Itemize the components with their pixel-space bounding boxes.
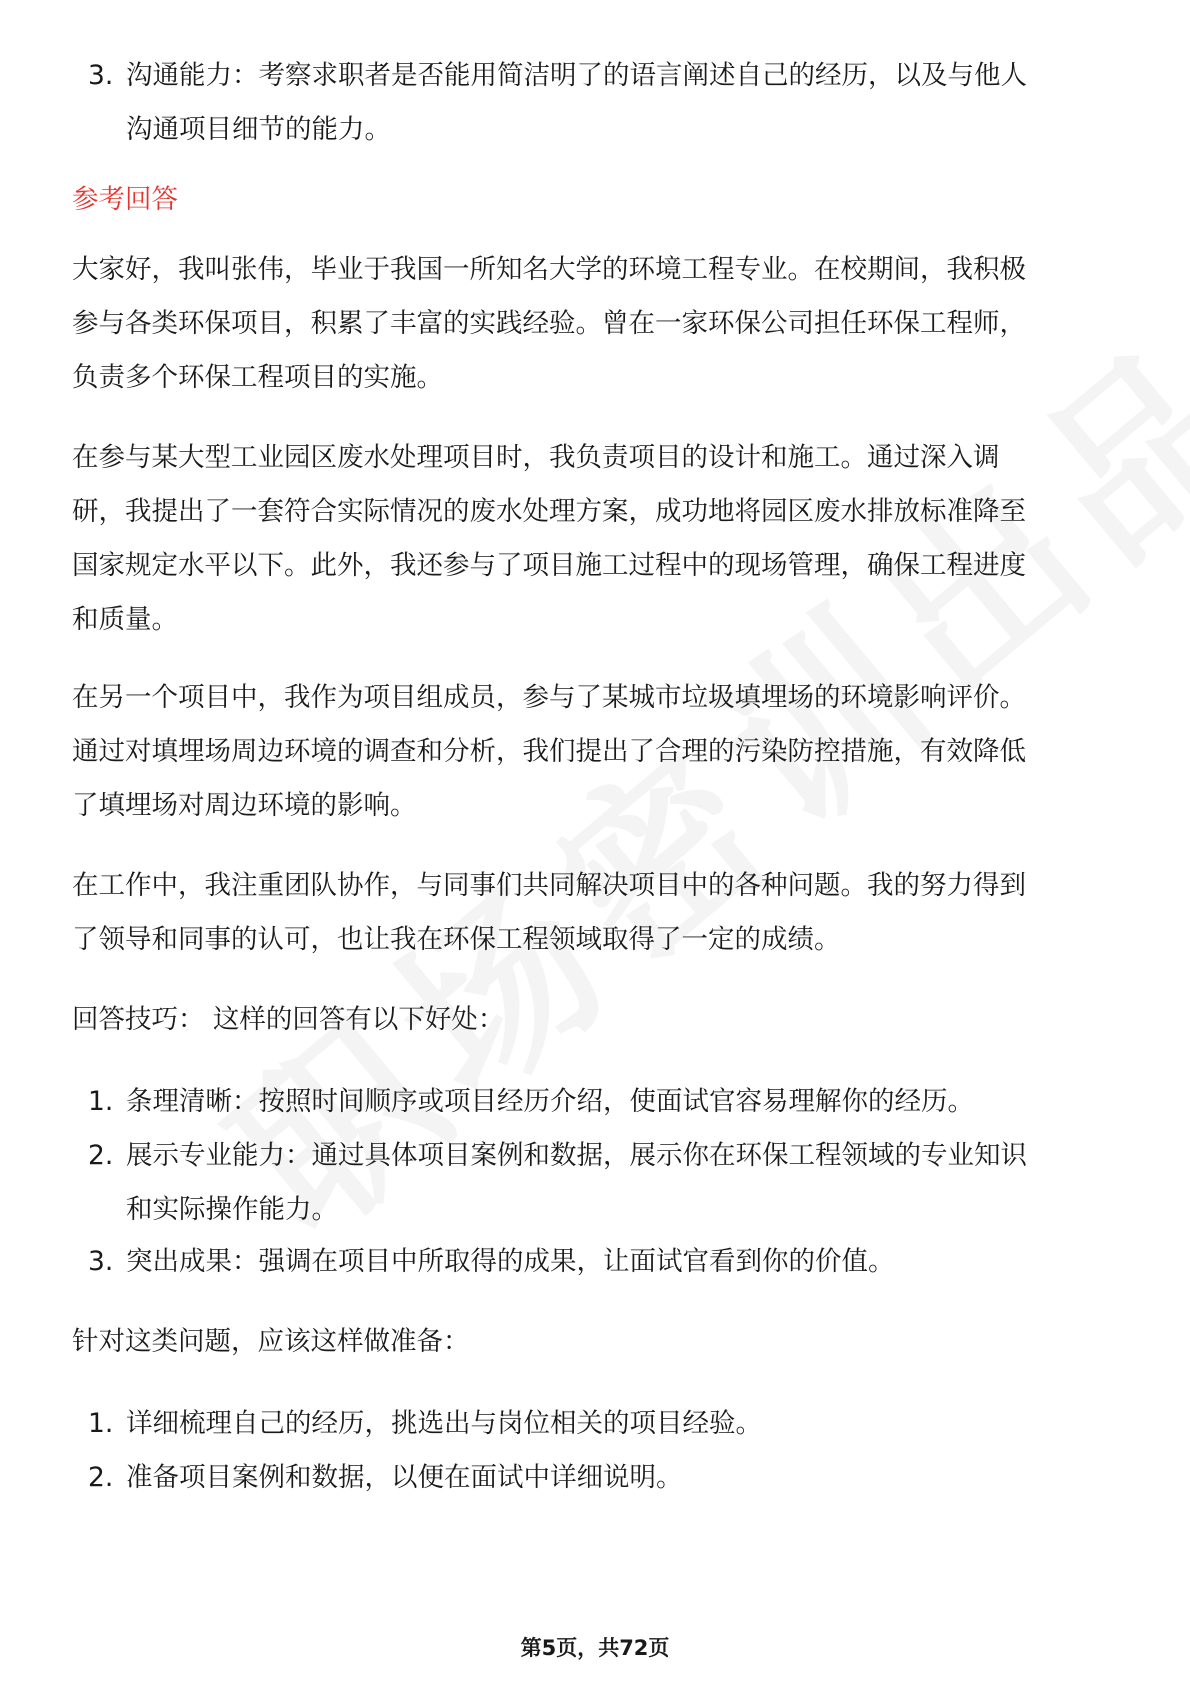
list-item-line: 沟通能力：考察求职者是否能用简洁明了的语言阐述自己的经历，以及与他人 <box>126 60 1027 91</box>
list-item-line: 展示专业能力：通过具体项目案例和数据，展示你在环保工程领域的专业知识 <box>126 1140 1027 1171</box>
list-item-line: 突出成果：强调在项目中所取得的成果，让面试官看到你的价值。 <box>126 1246 895 1277</box>
paragraph-line: 了领导和同事的认可，也让我在环保工程领域取得了一定的成绩。 <box>72 924 841 955</box>
paragraph-line: 参与各类环保项目，积累了丰富的实践经验。曾在一家环保公司担任环保工程师， <box>72 308 1026 339</box>
paragraph-line: 在工作中，我注重团队协作，与同事们共同解决项目中的各种问题。我的努力得到 <box>72 870 1026 901</box>
paragraph-line: 国家规定水平以下。此外，我还参与了项目施工过程中的现场管理，确保工程进度 <box>72 550 1026 581</box>
paragraph-line: 研，我提出了一套符合实际情况的废水处理方案，成功地将园区废水排放标准降至 <box>72 496 1026 527</box>
paragraph-line: 和质量。 <box>72 604 178 635</box>
paragraph-line: 在参与某大型工业园区废水处理项目时，我负责项目的设计和施工。通过深入调 <box>72 442 1000 473</box>
list-number: 3. <box>88 1246 114 1277</box>
list-item-line: 和实际操作能力。 <box>126 1194 338 1225</box>
list-item-line: 准备项目案例和数据，以便在面试中详细说明。 <box>126 1462 683 1493</box>
list-number: 2. <box>88 1140 114 1171</box>
list-number: 1. <box>88 1408 114 1439</box>
list-number: 3. <box>88 60 114 91</box>
list-number: 1. <box>88 1086 114 1117</box>
prep-intro: 针对这类问题，应该这样做准备： <box>72 1326 470 1357</box>
tips-intro: 回答技巧： 这样的回答有以下好处： <box>72 1004 505 1035</box>
paragraph-line: 通过对填埋场周边环境的调查和分析，我们提出了合理的污染防控措施，有效降低 <box>72 736 1026 767</box>
page-number-footer: 第5页，共72页 <box>520 1636 670 1660</box>
list-item-line: 沟通项目细节的能力。 <box>126 114 391 145</box>
list-item-line: 条理清晰：按照时间顺序或项目经历介绍，使面试官容易理解你的经历。 <box>126 1086 974 1117</box>
paragraph-line: 在另一个项目中，我作为项目组成员，参与了某城市垃圾填埋场的环境影响评价。 <box>72 682 1026 713</box>
paragraph-line: 负责多个环保工程项目的实施。 <box>72 362 443 393</box>
section-heading: 参考回答 <box>72 184 178 215</box>
paragraph-line: 大家好，我叫张伟，毕业于我国一所知名大学的环境工程专业。在校期间，我积极 <box>72 254 1026 285</box>
list-item-line: 详细梳理自己的经历，挑选出与岗位相关的项目经验。 <box>126 1408 762 1439</box>
paragraph-line: 了填埋场对周边环境的影响。 <box>72 790 417 821</box>
list-number: 2. <box>88 1462 114 1493</box>
